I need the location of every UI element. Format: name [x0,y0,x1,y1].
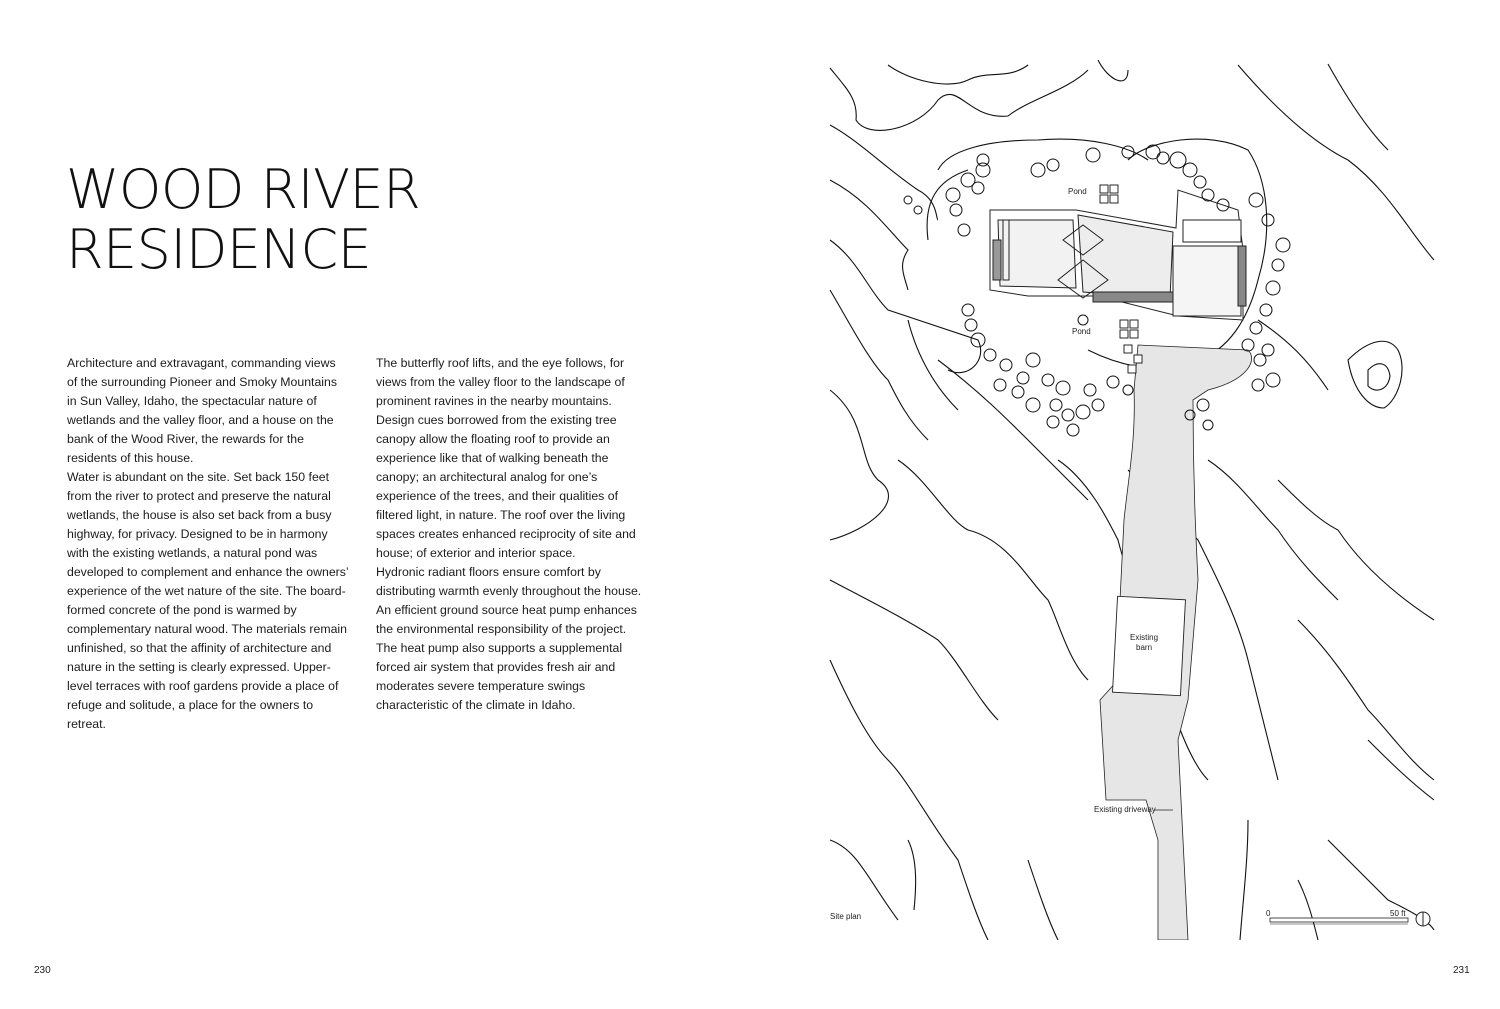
pond-label-top: Pond [1068,187,1087,196]
pond-label-bottom: Pond [1072,327,1091,336]
house-footprint [990,190,1246,320]
driveway-label: Existing driveway [1094,805,1156,814]
site-plan-drawing [828,60,1440,940]
scale-start-label: 0 [1266,909,1271,918]
barn-label-line-2: barn [1136,643,1153,652]
body-paragraph: Hydronic radiant floors ensure comfort by distributing warmth evenly throughout the house. An efficient ground source heat pump enhances the environmental responsibility of the project. The heat pump also supports a supplemental forced air system that provides fresh air and moderates severe temperature swings characteristic of the climate in Idaho. [376,565,642,712]
text-column-right [376,354,648,715]
body-paragraph: The butterfly roof lifts, and the eye follows, for views from the valley floor to the landscape of prominent ravines in the nearby mountains. Design cues borrowed from the existing tree canopy allow the floating roof to provide an experience like that of walking beneath the canopy; an architectural analog for one’s experience of the trees, and their qualities of filtered light, in nature. The roof over the living spaces creates enhanced reciprocity of site and house; of exterior and interior space. [376,356,636,560]
page-number-right: 231 [1453,965,1470,976]
north-arrow-icon [1416,912,1430,926]
body-paragraph: Water is abundant on the site. Set back 150 feet from the river to protect and preserve the natural wetlands, the house is also set back from a busy highway, for privacy. Designed to be in harmony with the existing wetlands, a natural pond was developed to complement and enhance the owners’ experience of the wet nature of the site. The board-formed concrete of the pond is warmed by complementary natural wood. The materials remain unfinished, so that the affinity of architecture and nature in the setting is clearly expressed. Upper-level terraces with roof gardens provide a place of refuge and solitude, a place for the owners to retreat. [67,470,349,731]
text-column-left [67,354,349,734]
scale-end-label: 50 ft [1390,909,1406,918]
page-number-left: 230 [34,965,51,976]
title-line-2: RESIDENCE [66,218,372,281]
plan-caption: Site plan [830,912,862,921]
barn-label-line-1: Existing [1130,633,1159,642]
body-paragraph: Architecture and extravagant, commanding views of the surrounding Pioneer and Smoky Mountains in Sun Valley, Idaho, the spectacular nature of wetlands and the valley floor, and a house on the bank of the Wood River, the rewards for the residents of this house. [67,356,338,465]
site-plan-svg [828,60,1440,940]
page-title [66,160,420,280]
title-line-1: WOOD RIVER [66,158,421,221]
scale-bar [1266,909,1408,924]
